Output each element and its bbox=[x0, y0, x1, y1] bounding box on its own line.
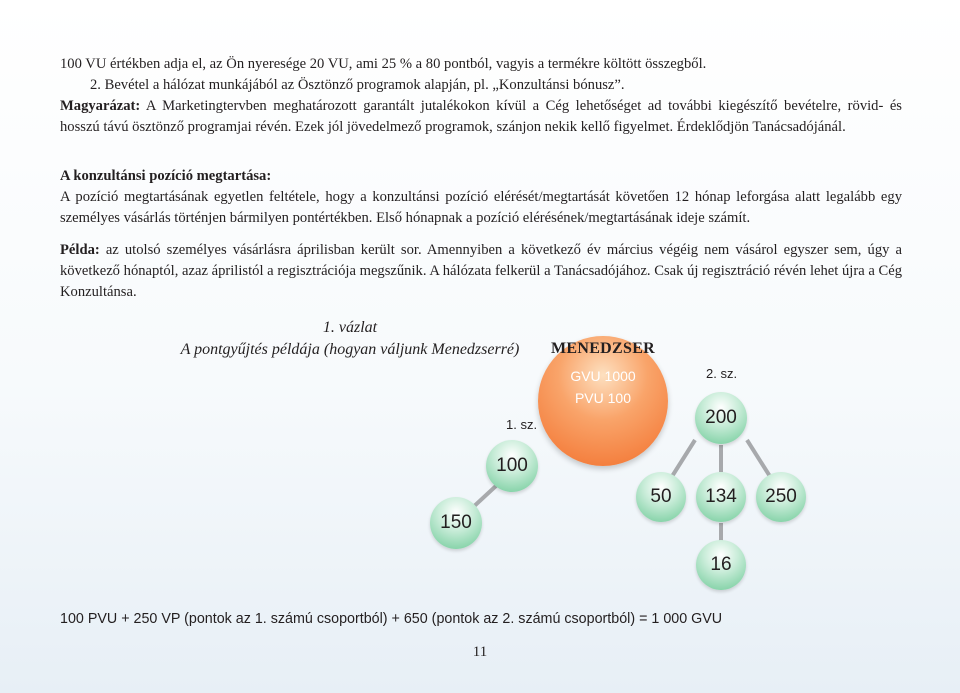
node-134: 134 bbox=[696, 472, 746, 522]
node-150: 150 bbox=[430, 497, 482, 549]
manager-pvu: PVU 100 bbox=[574, 390, 632, 406]
diagram-caption-number: 1. vázlat bbox=[322, 319, 378, 336]
node-100: 100 bbox=[486, 440, 538, 492]
example-label: Példa: bbox=[60, 242, 100, 258]
formula-line: 100 PVU + 250 VP (pontok az 1. számú csoportból) + 650 (pontok az 2. számú csoportból) = 1 000 GVU bbox=[60, 611, 723, 627]
diagram-caption-title: A pontgyűjtés példája (hogyan váljunk Menedzserré) bbox=[180, 341, 520, 358]
node-250: 250 bbox=[756, 472, 806, 522]
section-body: A pozíció megtartásának egyetlen feltétele, hogy a konzultánsi pozíció elérését/megtartását követően 12 hónap leforgása alatt legalább egy személyes vásárlás történjen bármilyen pontértékben. Első hónapnak a pozíció elérésének/megtartásának ideje számít. bbox=[60, 189, 902, 226]
group-2-label: 2. sz. bbox=[706, 366, 738, 381]
intro-line-2: 2. Bevétel a hálózat munkájából az Ösztönző programok alapján, pl. „Konzultánsi bónusz”. bbox=[90, 77, 625, 93]
manager-circle bbox=[538, 336, 668, 466]
page-number: 11 bbox=[472, 644, 488, 660]
section-title: A konzultánsi pozíció megtartása: bbox=[60, 168, 272, 184]
node-200: 200 bbox=[695, 392, 747, 444]
explanation-label: Magyarázat: bbox=[60, 98, 141, 114]
intro-line-1: 100 VU értékben adja el, az Ön nyeresége 20 VU, ami 25 % a 80 pontból, vagyis a termékre költött összegből. bbox=[60, 56, 707, 72]
example-text: az utolsó személyes vásárlásra áprilisban került sor. Amennyiben a következő év március végéig nem vásárol egyszer sem, úgy a következő hónaptól, azaz áprilistól a regisztrációja megszűnik. A hálózata felkerül a Tanácsadójához. Csak új regisztráció révén lehet újra a Cég Konzultánsa. bbox=[60, 242, 902, 300]
connector-200-250 bbox=[747, 440, 771, 478]
manager-title: MENEDZSER bbox=[550, 340, 656, 357]
group-1-label: 1. sz. bbox=[506, 417, 538, 432]
manager-gvu: GVU 1000 bbox=[570, 368, 636, 384]
node-50: 50 bbox=[636, 472, 686, 522]
node-16: 16 bbox=[696, 540, 746, 590]
explanation-text: A Marketingtervben meghatározott garantált jutalékokon kívül a Cég lehetőséget ad további kiegészítő bevételre, rövid- és hosszú távú ösztönző programjai révén. Ezek jól jövedelmező programok, szánjon nekik kellő figyelmet. Érdeklődjön Tanácsadójánál. bbox=[60, 98, 902, 135]
connector-200-50 bbox=[671, 440, 695, 478]
